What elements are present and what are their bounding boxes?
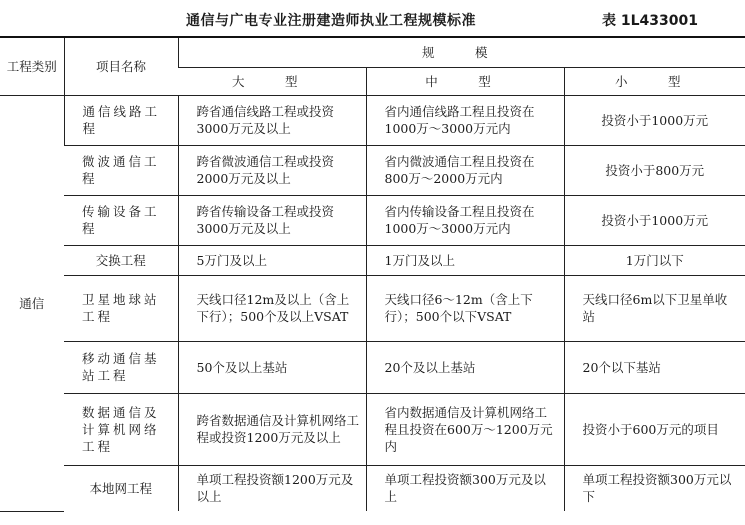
medium-cell: 省内数据通信及计算机网络工程且投资在600万～1200万元内 [366, 393, 564, 465]
header-row-1 [0, 37, 745, 67]
medium-cell: 天线口径6～12m（含上下行）；500个以下VSAT [366, 275, 564, 341]
header-small: 小 型 [564, 67, 745, 95]
header-medium: 中 型 [366, 67, 564, 95]
small-cell: 投资小于1000万元 [564, 195, 745, 245]
medium-cell: 20个及以上基站 [366, 341, 564, 393]
scale-standard-table [0, 36, 745, 512]
small-cell: 投资小于600万元的项目 [564, 393, 745, 465]
project-name: 本地网工程 [89, 480, 152, 496]
large-cell: 5万门及以上 [178, 245, 366, 275]
large-cell: 天线口径12m及以上（含上下行）；500个及以上VSAT [178, 275, 366, 341]
medium-cell: 省内传输设备工程且投资在1000万～3000万元内 [366, 195, 564, 245]
large-cell: 单项工程投资额1200万元及以上 [178, 465, 366, 511]
table-row [0, 393, 745, 465]
category-cell: 通信 [0, 95, 64, 511]
project-name: 通信线路工程 [64, 95, 178, 145]
large-cell: 跨省传输设备工程或投资3000万元及以上 [178, 195, 366, 245]
small-cell: 天线口径6m以下卫星单收站 [564, 275, 745, 341]
table-row [0, 341, 745, 393]
large-cell: 跨省数据通信及计算机网络工程或投资1200万元及以上 [178, 393, 366, 465]
large-cell: 50个及以上基站 [178, 341, 366, 393]
table-title: 通信与广电专业注册建造师执业工程规模标准 [186, 13, 476, 29]
project-name: 传输设备工程 [64, 195, 178, 245]
table-row [0, 195, 745, 245]
header-category: 工程类别 [0, 37, 64, 95]
header-project: 项目名称 [64, 37, 178, 95]
medium-cell: 单项工程投资额300万元及以上 [366, 465, 564, 511]
project-name: 微波通信工程 [64, 145, 178, 195]
small-cell: 投资小于1000万元 [564, 95, 745, 145]
header-large: 大 型 [178, 67, 366, 95]
header-scale: 规 模 [178, 37, 745, 67]
table-row [0, 145, 745, 195]
table-code: 表 1L433001 [602, 13, 698, 29]
small-cell: 投资小于800万元 [564, 145, 745, 195]
small-cell: 20个以下基站 [564, 341, 745, 393]
table-row [0, 465, 745, 511]
project-name: 数据通信及计算机网络工程 [64, 393, 178, 465]
project-name: 卫星地球站工程 [64, 275, 178, 341]
table-row [0, 245, 745, 275]
medium-cell: 省内通信线路工程且投资在1000万～3000万元内 [366, 95, 564, 145]
large-cell: 跨省微波通信工程或投资2000万元及以上 [178, 145, 366, 195]
medium-cell: 省内微波通信工程且投资在800万～2000万元内 [366, 145, 564, 195]
table-row [0, 95, 745, 145]
table-row [0, 275, 745, 341]
medium-cell: 1万门及以上 [366, 245, 564, 275]
project-name: 交换工程 [64, 245, 178, 275]
small-cell: 单项工程投资额300万元以下 [564, 465, 745, 511]
project-name: 移动通信基站工程 [64, 341, 178, 393]
small-cell: 1万门以下 [564, 245, 745, 275]
large-cell: 跨省通信线路工程或投资3000万元及以上 [178, 95, 366, 145]
